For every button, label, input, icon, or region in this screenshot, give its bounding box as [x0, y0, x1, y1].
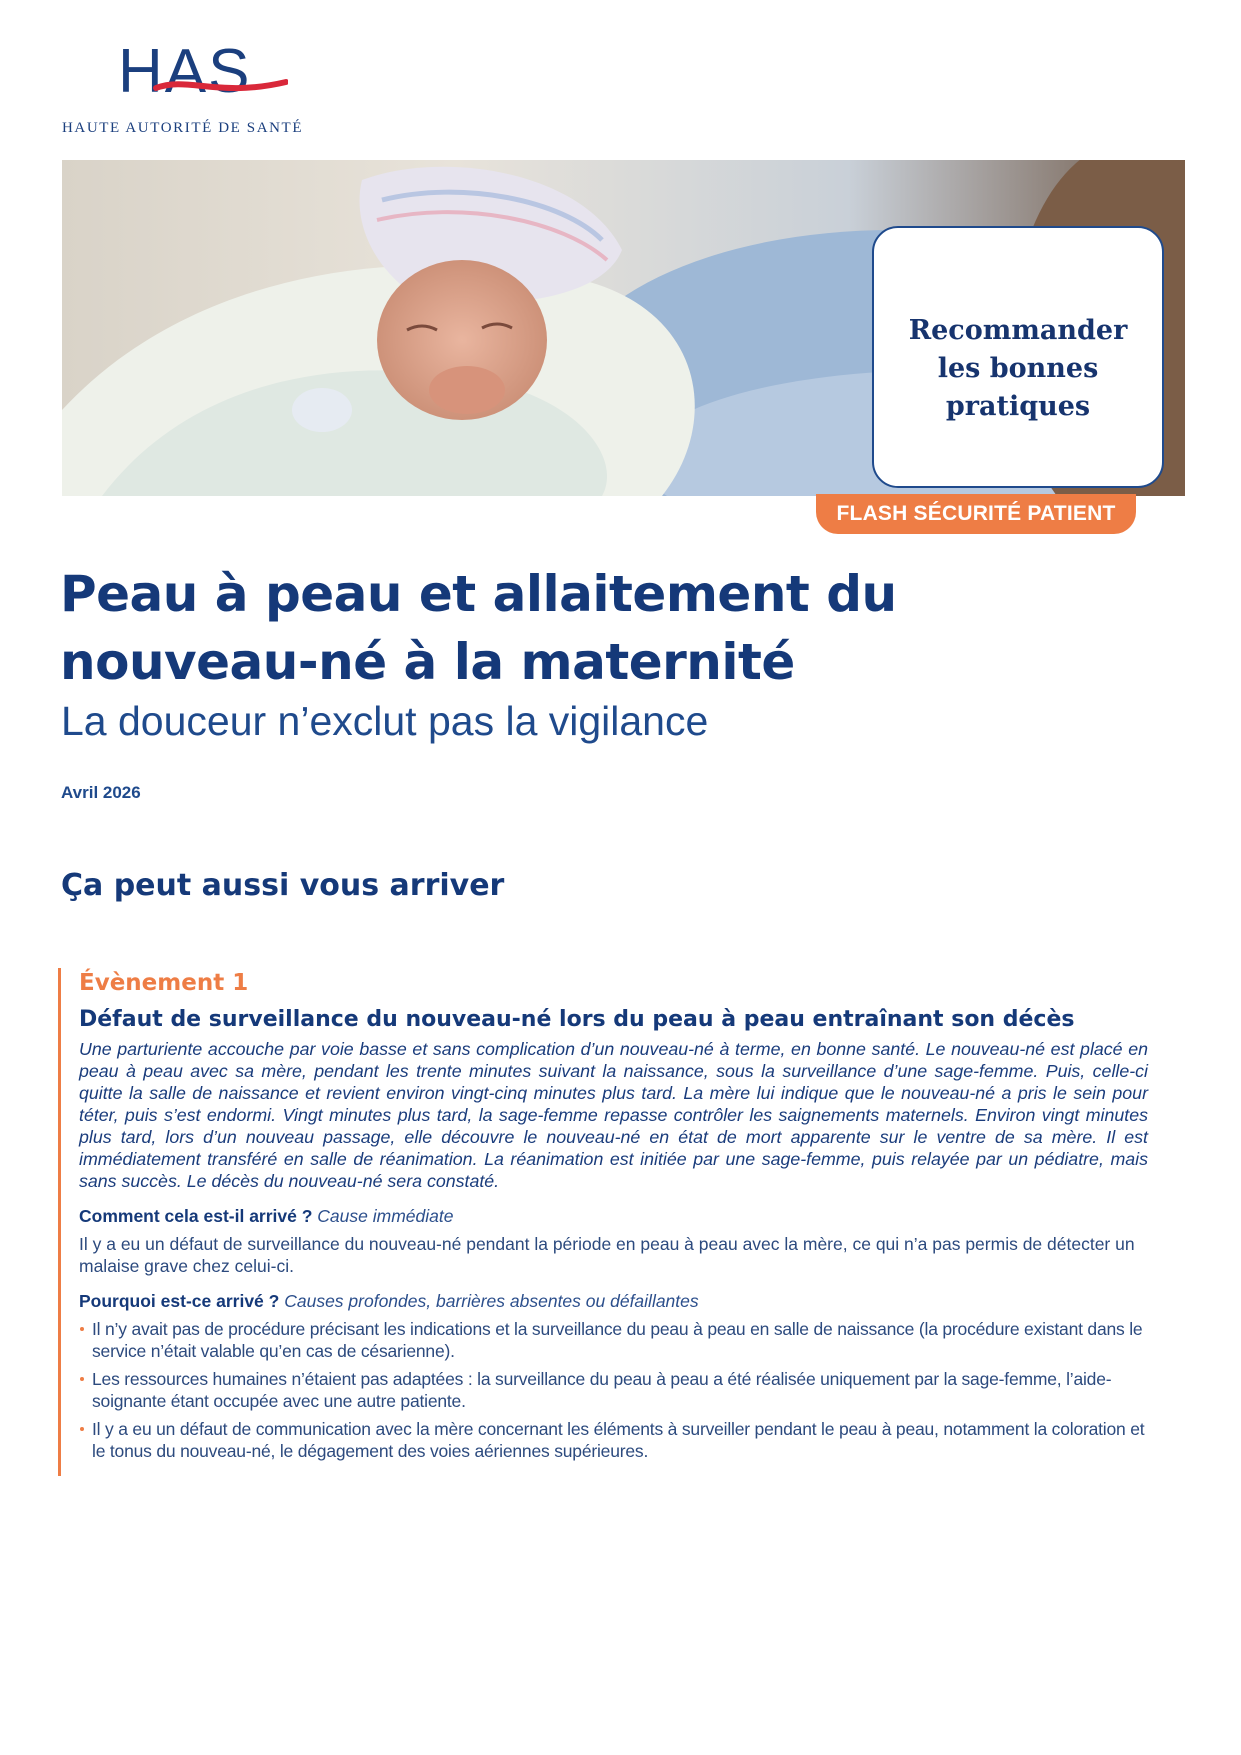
question-how-label: Comment cela est-il arrivé ?: [79, 1206, 313, 1226]
question-why-label: Pourquoi est-ce arrivé ?: [79, 1291, 280, 1311]
has-logo-icon: [118, 36, 288, 106]
causes-list: [79, 1318, 1148, 1462]
page-title: Peau à peau et allaitement du nouveau-né à la maternité: [60, 565, 897, 691]
question-how-hint: Cause immédiate: [317, 1206, 454, 1226]
event-narrative: Une parturiente accouche par voie basse et sans complication d’un nouveau-né à terme, en bonne santé. Le nouveau-né est placé en peau à peau avec sa mère, pendant les trente minutes suivant la naissance, sous la surveillance d’une sage-femme. Puis, celle-ci quitte la salle de naissance et revient environ vingt-cinq minutes plus tard. La mère lui indique que le nouveau-né a pris le sein pour téter, puis s’est endormi. Vingt minutes plus tard, la sage-femme repasse contrôler les saignements maternels. Environ vingt minutes plus tard, lors d’un nouveau passage, elle découvre le nouveau-né en état de mort apparente sur le ventre de sa mère. Il est immédiatement transféré en salle de réanimation. La réanimation est initiée par une sage-femme, puis relayée par un pédiatre, mais sans succès. Le décès du nouveau-né sera constaté.: [79, 1039, 1148, 1191]
svg-text:HAS: HAS: [118, 37, 252, 106]
question-why-hint: Causes profondes, barrières absentes ou défaillantes: [284, 1291, 699, 1311]
question-how-answer: Il y a eu un défaut de surveillance du nouveau-né pendant la période en peau à peau avec la mère, ce qui n’a pas permis de détecter un malaise grave chez celui-ci.: [79, 1234, 1135, 1276]
publication-date: Avril 2026: [61, 783, 141, 802]
question-why: [79, 1291, 1148, 1312]
event-title: Défaut de surveillance du nouveau-né lors du peau à peau entraînant son décès: [79, 1007, 1075, 1032]
page-subtitle: La douceur n’exclut pas la vigilance: [61, 698, 709, 744]
event-label: Évènement 1: [79, 970, 249, 996]
cause-item: Il y a eu un défaut de communication avec la mère concernant les éléments à surveiller pendant le peau à peau, notamment la coloration et le tonus du nouveau-né, le dégagement des voies aériennes supérieures.: [79, 1418, 1148, 1462]
has-logo: [62, 36, 332, 146]
logo-text: HAUTE AUTORITÉ DE SANTÉ: [62, 120, 304, 136]
cause-item: Il n’y avait pas de procédure précisant les indications et la surveillance du peau à peau en salle de naissance (la procédure existant dans le service n’était valable qu’en cas de césarienne).: [79, 1318, 1148, 1362]
flash-label: FLASH SÉCURITÉ PATIENT: [816, 494, 1136, 534]
cause-item: Les ressources humaines n’étaient pas adaptées : la surveillance du peau à peau a été réalisée uniquement par la sage-femme, l’aide-soignante étant occupée avec une autre patiente.: [79, 1368, 1148, 1412]
event-box: [58, 968, 1148, 1476]
hero-image: [62, 160, 1185, 496]
badge-text: Recommander les bonnes pratiques: [908, 315, 1128, 422]
recommendation-badge: [872, 226, 1164, 488]
question-how: [79, 1206, 1148, 1227]
section-title: Ça peut aussi vous arriver: [61, 868, 505, 903]
